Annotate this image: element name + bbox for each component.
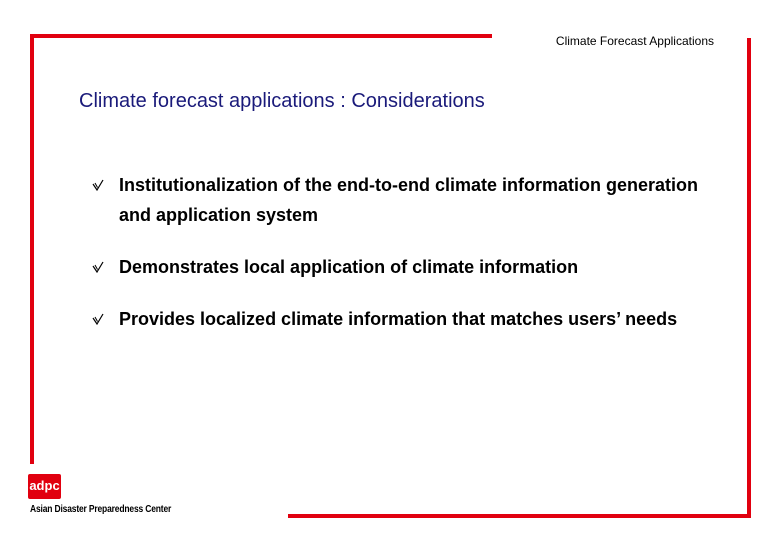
logo-mark: adpc xyxy=(28,474,61,499)
bullet-item xyxy=(90,252,710,282)
frame-line-top xyxy=(30,34,492,38)
header-title: Climate Forecast Applications xyxy=(555,34,714,48)
frame-line-bottom xyxy=(288,514,751,518)
checkmark-icon xyxy=(92,179,104,191)
frame-line-left xyxy=(30,34,34,464)
checkmark-icon xyxy=(92,261,104,273)
bullet-text: Institutionalization of the end-to-end climate information generation and application system xyxy=(119,175,698,225)
slide-title: Climate forecast applications : Considerations xyxy=(79,90,485,112)
logo-name: Asian Disaster Preparedness Center xyxy=(30,504,172,515)
checkmark-icon xyxy=(92,313,104,325)
bullet-item xyxy=(90,170,710,230)
adpc-logo xyxy=(28,474,172,515)
bullet-text: Provides localized climate information that matches users’ needs xyxy=(119,309,678,329)
frame-line-right xyxy=(747,38,751,518)
bullet-text: Demonstrates local application of climate information xyxy=(119,257,579,277)
bullet-list xyxy=(90,170,710,356)
bullet-item xyxy=(90,304,710,334)
